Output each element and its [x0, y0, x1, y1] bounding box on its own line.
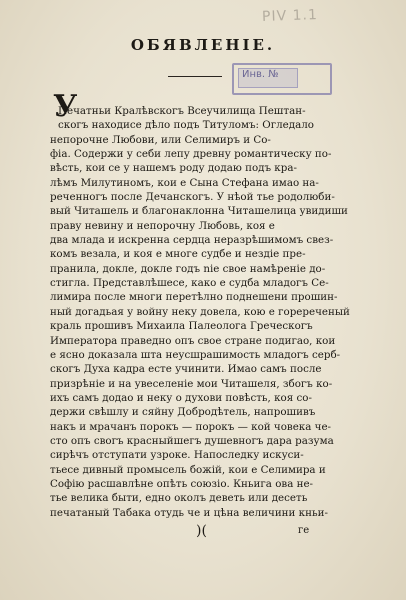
text-line: вый Читашель и благонаклонна Читашелица увидиши — [50, 205, 348, 218]
text-line: тье велика быти, едно околъ деветь или десеть — [50, 492, 308, 505]
text-line: сто опъ свогъ красныйшегъ душевногъ дара разума — [50, 434, 334, 447]
text-line: Печатньи Кралѣвскогъ Всеучилища Пештан- — [58, 105, 306, 117]
text-line: призрѣнiе и на увеселенiе мои Читашеля, збогъ ко- — [50, 377, 333, 390]
text-line: праву невину и непорочну Любовь, коя е — [50, 219, 275, 232]
text-line: реченногъ после Дечанскогъ. У нѣой тье родолюби- — [50, 191, 335, 204]
page-title: ОБЯВЛЕНIЕ. — [130, 36, 276, 54]
drop-cap: У — [53, 89, 78, 124]
text-line: ный догадьая у войну неку довела, кою е горереченый — [50, 305, 350, 318]
text-line: Софiю расшавлѣне опѣть союзiо. Кньига ова не- — [50, 477, 314, 490]
text-line: фiа. Содержи у себи лепу древну романтическу по- — [50, 148, 332, 161]
text-line: комъ везала, и коя е многе судбе и нездiе пре- — [50, 248, 306, 261]
text-line: скогъ находисе дѣло подъ Титуломъ: Огледало — [58, 119, 314, 132]
text-line: лѣмъ Милутиномъ, кои е Сына Стефана имао на- — [50, 176, 319, 189]
text-line: непорочне Любови, или Селимиръ и Со- — [50, 133, 271, 146]
text-line: печатаный Табака отудь че и цѣна величини кньи- — [50, 506, 328, 519]
text-line: лимира после многи перетѣлно поднешени прошин- — [50, 291, 338, 304]
pencil-shelfmark: PIV 1.1 — [261, 7, 319, 25]
text-line: ихъ самъ додао и неку о духови повѣсть, коя со- — [50, 391, 312, 404]
text-line: стигла. Представлѣшесе, како е судба младогъ Се- — [50, 277, 329, 290]
library-stamp — [232, 63, 332, 95]
text-line: тьесе дивный промысель божiй, кои е Селимира и — [50, 463, 326, 476]
text-line: накъ и мрачанъ порокъ — порокъ — кой човека че- — [50, 420, 332, 433]
text-line: пранила, докле, докле годъ nie свое намѣренiе до- — [50, 262, 326, 275]
text-line: вѣсть, кои се у нашемъ роду додаю подъ кра- — [50, 162, 297, 175]
text-line: скогъ Духа кадра есте учинити. Имао самъ после — [50, 363, 322, 376]
announcement-body — [50, 104, 380, 520]
catchword: ге — [298, 525, 310, 536]
text-line: е ясно доказала шта неусшрашимость младогъ серб- — [50, 348, 341, 361]
text-line: краль прошивъ Михаила Палеолога Греческогъ — [50, 320, 313, 333]
text-line: сирѣчъ отступати узроке. Напоследку искуси- — [50, 449, 304, 462]
text-line: держи свѣшлу и сяйну Добродѣтель, напрошивъ — [50, 406, 316, 419]
text-line: два млада и искренна сердца неразрѣшимомъ свез- — [50, 234, 334, 247]
signature-mark: )( — [196, 523, 207, 539]
title-rule — [168, 76, 222, 77]
stamp-label: Инв. № — [242, 69, 279, 80]
text-line: Императора праведно опъ свое стране подигао, кои — [50, 334, 336, 347]
